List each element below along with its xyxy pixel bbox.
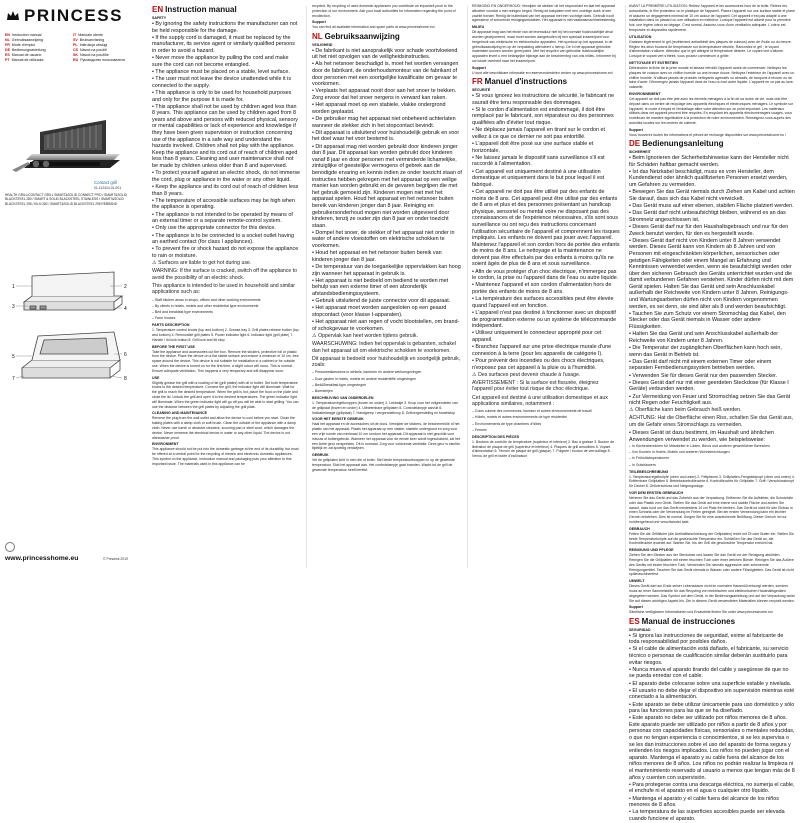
list-item: • Dit apparaat is uitsluitend voor huishoudelijk gebruik en voor het doel waar het voor bestemd is.: [312, 130, 462, 143]
safety-list: [152, 21, 300, 260]
hot-surface-icon: ⚠: [472, 371, 477, 378]
list-item: • Het apparaat moet op een stabiele, vlakke ondergrond worden geplaatst.: [312, 102, 462, 115]
svg-text:6: 6: [124, 352, 127, 358]
list-item: • La température des surfaces accessibles peut être élevée quand l'appareil est en fonction.: [472, 296, 620, 309]
svg-text:2: 2: [124, 284, 127, 290]
list-item: • Dieses Gerät darf nicht von Kindern unter 8 Jahren verwendet werden. Dieses Gerät kann von Kindern ab 8 Jahren und von Personen mit eingeschränkten körperlichen, sensorischen oder geistigen Fähigkeiten oder einem Mangel an Erfahrung und Kenntnissen verwendet werden, wenn sie beaufsichtigt werden oder über den sicheren Gebrauch des Geräts unterrichtet wurden und die damit verbundenen Gefahren verstehen. Kinder dürfen nicht mit dem Gerät spielen. Halten Sie das Gerät und sein Anschlusskabel außerhalb der Reichweite von Kindern unter 8 Jahren. Reinigungs- und Wartungsarbeiten dürfen nicht von Kindern vorgenommen werden, es sei denn, sie sind älter als 8 und werden beaufsichtigt.: [629, 238, 795, 311]
list-item: • Verwenden Sie für dieses Gerät nur den passenden Stecker.: [629, 373, 795, 380]
section-heading-fr: FR Manuel d'instructions: [472, 77, 568, 87]
household-use-list: [312, 370, 462, 394]
cleaning-text: REINIGING EN ONDERHOUD: Verwijder de stekker uit het stopcontact en laat het apparaat afkoelen voordat u met reinigen begint. Reinig de bakplaten met een vochtige doek of een zachte borstel. Reinig de buitenkant van het apparaat met een vochtige doek. Gebruik nooit agressieve of schurende reinigingsmiddelen. Het apparaat is niet vaatwasmachinebestendig.: [472, 4, 616, 23]
list-item: • Never move the appliance by pulling the cord and make sure the cord can not become entangled.: [152, 55, 300, 68]
list-item: • The user must not leave the device unattended while it is connected to the supply.: [152, 76, 300, 89]
list-item: • Bewegen Sie das Gerät niemals durch Ziehen am Kabel und achten Sie darauf, dass sich das Kabel nicht verwickelt.: [629, 189, 795, 202]
household-use-list: [472, 409, 620, 433]
parts-diagram: [10, 268, 132, 396]
list-item: • Pour prévenir des incendies ou des chocs électriques, n'exposez pas cet appareil à la pluie ou à l'humidité.: [472, 358, 620, 371]
list-item: • Only use the appropriate connector for this device.: [152, 225, 300, 232]
list-item: • Het apparaat moet worden aangesloten op een geaard stopcontact (voor klasse I-apparaten).: [312, 305, 462, 318]
cleaning-text: Remove the plug from the wall outlet and allow the device to cool before you start. Clean the baking plates with a damp cloth or soft brush. Clean the outside of the appliance with a damp cloth. Never use harsh or abrasive cleaners, scouring pad or steel wool, which damages the device. Never immerse the electrical device in water or any other liquid. The device is not dishwasher proof.: [152, 416, 296, 440]
parts-heading: TEILEBESCHREIBUNG: [629, 469, 669, 474]
list-item: • Afin de vous protéger d'un choc électrique, n'immergez pas le cordon, la prise ou l'appareil dans de l'eau ou autre liquide.: [472, 269, 620, 282]
column-divider: [306, 6, 307, 568]
list-item: • The appliance must be placed on a stable, level surface.: [152, 69, 300, 76]
list-item: • This appliance is only to be used for household purposes and only for the purpose it is made for.: [152, 90, 300, 103]
hot-surface-icon: ⚠: [312, 332, 317, 339]
parts-text: 1. Boutons de contrôle de température (supérieur et inférieur) 2. Bac à graisse 3. Bouton de libération de plaque de grill (supérieur et inférieur) 4. Plaques de grill amovibles 5. Voyant d'alimentation 6. Témoin de plaque de grill (plaque) 7. Poignée / bouton de verrouillage 8. Verrou de grill et butée d'inclinaison: [472, 439, 615, 459]
list-item: • Ne laissez jamais le dispositif sans surveillance s'il est raccordé à l'alimentation.: [472, 155, 620, 168]
list-item: – By clients in hotels, motels and other residential type environments: [152, 304, 300, 309]
list-item: – In Frühstückspensionen: [629, 456, 795, 461]
support-heading: Support: [312, 20, 326, 25]
list-item: • Houd het apparaat en het netsnoer buiten bereik van kinderen jonger dan 8 jaar.: [312, 250, 462, 263]
use-heading: GEBRAUCH: [629, 526, 650, 531]
language-list: [5, 33, 141, 63]
hot-surface-warning: ⚠ Surfaces are liable to get hot during use.: [152, 260, 252, 267]
support-text: Sämtliche verfügbaren Informationen und Ersatzteile finden Sie unter www.princesshome.eu!: [629, 610, 773, 615]
household-use-text: This appliance is intended to be used in household and similar applications such as:: [152, 282, 296, 296]
cover-panel: [0, 0, 144, 575]
support-heading: Support: [629, 127, 643, 132]
footer-website[interactable]: www.princesshome.eu: [5, 555, 79, 562]
list-item: • Branchez l'appareil sur une prise électrique murale d'une connexion à la terre (pour les appareils de catégorie I).: [472, 344, 620, 357]
list-item: – Door gasten in hotels, motels en andere residentiële omgevingen: [312, 377, 462, 382]
list-item: • Das Gerät darf nicht mit einem externen Timer oder einem separaten Fernbedienungssystem betrieben werden.: [629, 359, 795, 372]
language-entry: SV Bruksanvisning: [73, 38, 105, 42]
list-item: • Si el cable de alimentación está dañado, el fabricante, su servicio técnico o personas de cualificación similar deberán sustituirlo para evitar riesgos.: [629, 646, 795, 666]
column-divider: [467, 6, 468, 568]
list-item: – Boerderijen: [312, 389, 462, 394]
use-text: Vet de grillplaten licht in met olie of boter. Stel beide temperatuurknoppen in op de gewenste temperatuur. Sluit het apparaat aan. Het controlelampje gaat branden. Wacht tot de grill de gewenste temperatuur heeft bereikt.: [312, 458, 455, 472]
model-list: HEALTH GRILL/CONTACT GRILL SMART&SOLID CONNECT PRO / SMART&SOLID BLACKSTEEL 280 / SMART & SOLID BLACKSTEEL STAINLESS / SMART&SOLID BLACKSTEEL 295 / KILN 280 / SMART&SOLID BLACKSTEEL 295 REBRAND: [5, 193, 127, 206]
contact-grill-image: [10, 110, 128, 182]
list-item: • Nunca mueva el aparato tirando del cable y asegúrese de que no se pueda enredar con el cable.: [629, 667, 795, 680]
product-id: 01.112414.01.001: [94, 186, 122, 190]
cleaning-text: Ziehen Sie den Stecker aus der Steckdose und lassen Sie das Gerät vor der Reinigung abkühlen. Reinigen Sie die Grillplatten mit einem feuchten Tuch oder einer weichen Bürste. Reinigen Sie das Äußere des Geräts mit einem feuchten Tuch. Verwenden Sie niemals aggressive oder scheuernde Reinigungsmittel. Tauchen Sie das Gerät niemals in Wasser oder andere Flüssigkeiten. Das Gerät ist nicht spülmaschinenfest.: [629, 553, 794, 577]
list-item: • Si le cordon d'alimentation est endommagé, il doit être remplacé par le fabricant, son réparateur ou des personnes qualifiées afin d'éviter tout risque.: [472, 107, 620, 127]
hot-surface-warning: ⚠ Oppervlak kan heet worden tijdens gebruik.: [312, 332, 418, 339]
language-entry: FR Mode d'emploi: [5, 43, 36, 47]
list-item: • Ne déplacez jamais l'appareil en tirant sur le cordon et veillez à ce que ce dernier ne soit pas entortillé.: [472, 127, 620, 140]
list-item: – Staff kitchen areas in shops, offices and other working environments: [152, 298, 300, 303]
before-use-text: AVANT LA PREMIÈRE UTILISATION: Retirez l'appareil et les accessoires hors de la boîte. Retirez les autocollants, le film protecteur ou le plastique de l'appareil. Placez l'appareil sur une surface stable et plane et assurez un dégagement minimal de 10 cm autour de l'appareil. Cet appareil n'est pas adapté à une installation dans un placard ou une utilisation en extérieur. Lorsque l'appareil est allumé pour la première fois, une légère odeur se dégage. C'est normal. Assurez-vous d'une ventilation adéquate. L'odeur est temporaire et disparaîtra rapidement.: [629, 4, 795, 32]
list-item: – In Küchenbereichen für Mitarbeiter in Läden, Büros und anderen gewerblichen Bereichen: [629, 444, 795, 449]
environment-text: Dieses Gerät darf am Ende seiner Lebensdauer nicht im normalen Hausmüll entsorgt werden, sondern muss an einer Sammelstelle für das Recycling von elektrischen und elektronischen Haushaltsgeräten abgegeben werden. Das Symbol auf dem Gerät, in der Bedienungsanleitung und auf der Verpackung weist Sie auf diesen wichtigen Aspekt hin. Die in diesem Gerät verwendeten Materialien können recycelt werden.: [629, 584, 795, 603]
environment-heading: ENVIRONNEMENT: [629, 91, 661, 96]
parts-heading: BESCHRIJVING VAN ONDERDELEN: [312, 396, 374, 401]
safety-list: [629, 633, 795, 823]
support-heading: Support: [629, 605, 643, 610]
list-item: – Bed and breakfast type environments: [152, 310, 300, 315]
support-text: U kunt alle beschikbare informatie en reserveonderdelen vinden op www.princesshome.eu!: [472, 70, 613, 75]
safety-heading: SAFETY: [152, 16, 167, 20]
parts-heading: PARTS DESCRIPTION: [152, 323, 190, 328]
hot-surface-warning: ⚠ Oberfläche kann beim Gebrauch heiß werden.: [629, 407, 742, 414]
crack-warning: AVERTISSEMENT : Si la surface est fissurée, éteignez l'appareil pour éviter tout risque de choc électrique.: [472, 379, 599, 393]
list-item: – Hôtels, motels et autres environnements de type résidentiel: [472, 415, 620, 420]
list-item: • Este aparato se debe utilizar únicamente para uso doméstico y sólo para las funciones para las que se ha diseñado.: [629, 702, 795, 715]
list-item: • The temperature of accessible surfaces may be high when the appliance is operating.: [152, 198, 300, 211]
safety-heading: SÉCURITÉ: [472, 88, 491, 93]
safety-list: [629, 155, 795, 407]
list-item: • Das Gerät muss auf einer ebenen, stabilen Fläche platziert werden.: [629, 203, 795, 210]
list-item: • L'appareil doit être posé sur une surface stable et horizontale.: [472, 141, 620, 154]
crown-icon: [6, 9, 20, 23]
list-item: • El usuario no debe dejar el dispositivo sin supervisión mientras esté conectado a la alimentación.: [629, 688, 795, 701]
list-item: – Farm houses: [152, 316, 300, 321]
list-item: • La temperatura de las superficies accesibles puede ser elevada cuando funcione el aparato.: [629, 809, 795, 822]
language-entry: NL Gebruiksaanwijzing: [5, 38, 43, 42]
safety-list: [472, 93, 620, 371]
list-item: • Si ignora las instrucciones de seguridad, exime al fabricante de toda responsabilidad por posibles daños.: [629, 633, 795, 646]
footer-copyright: © Princess 2019: [103, 557, 128, 561]
list-item: • If the supply cord is damaged, it must be replaced by the manufacturer, its service agent or similarly qualified persons in order to avoid a hazard.: [152, 35, 300, 55]
cleaning-heading: NETTOYAGE ET ENTRETIEN: [629, 60, 678, 65]
list-item: – Bed&Breakfast-type omgevingen: [312, 383, 462, 388]
household-use-list: [152, 298, 300, 322]
language-entry: EN Instruction manual: [5, 33, 42, 37]
safety-heading: SEGURIDAD: [629, 627, 651, 632]
svg-text:5: 5: [12, 354, 15, 360]
environment-heading: MILIEU: [472, 25, 485, 30]
list-item: – Environnements de type chambres d'hôtes: [472, 422, 620, 427]
list-item: – Von Kunden in Hotels, Motels und anderen Wohneinrichtungen: [629, 450, 795, 455]
svg-text:3: 3: [12, 304, 15, 310]
safety-heading: VEILIGHEID: [312, 42, 333, 47]
use-heading: GEBRUIK: [312, 453, 329, 458]
list-item: – Fermes: [472, 428, 620, 433]
list-item: • To prevent fire or shock hazard do not expose the appliance to rain or moisture.: [152, 246, 300, 259]
list-item: • Maintenez l'appareil et son cordon d'alimentation hors de portée des enfants de moins de 8 ans.: [472, 282, 620, 295]
list-item: • Utilisez uniquement le connecteur approprié pour cet appareil.: [472, 330, 620, 343]
safety-heading: SICHERHEIT: [629, 150, 651, 155]
svg-text:7: 7: [12, 376, 15, 382]
list-item: • Dit apparaat mag niet worden gebruikt door kinderen jonger dan 8 jaar. Dit apparaat kan worden gebruikt door kinderen vanaf 8 jaar en door personen met verminderde lichamelijke, zintuiglijke of geestelijke vermogens of gebrek aan de benodigde ervaring en kennis indien ze onder toezicht staan of instructies hebben gekregen met het apparaat op een veilige manier kan worden gebruikt en de gevaren begrijpen die met het gebruik gemoeid zijn. Kinderen mogen niet met het apparaat spelen. Houd het apparaat en het netsnoer buiten bereik van kinderen jonger dan 8 jaar. Reiniging en gebruikersonderhoud mogen niet worden uitgevoerd door kinderen, tenzij ze ouder zijn dan 8 jaar en onder toezicht staan.: [312, 144, 462, 230]
before-use-text: Haal het apparaat en de accessoires uit de doos. Verwijder de stickers, de beschermfolie of het plastic van het apparaat. Plaats het apparaat op een vlakke, stabiele ondergrond en zorg voor een vrije ruimte van minimaal 10 cm rondom het apparaat. Dit apparaat is niet geschikt voor inbouw of buitengebruik. Wanneer het apparaat voor de eerste keer wordt ingeschakeld, zal het een lichte geur verspreiden. Dit is normaal. Zorg voor voldoende ventilatie. Deze geur is slechts tijdelijk en zal spoedig verdwijnen.: [312, 422, 460, 451]
list-item: • Beim Ignorieren der Sicherheitshinweise kann der Hersteller nicht für Schäden haftbar gemacht werden.: [629, 155, 795, 168]
list-item: • Si vous ignorez les instructions de sécurité, le fabricant ne saurait être tenu responsable des dommages.: [472, 93, 620, 106]
cleaning-heading: REINIGUNG UND PFLEGE: [629, 548, 674, 553]
environment-text: This appliance should not be put into the domestic garbage at the end of its durability, but must be offered at a central point for the recycling of electric and electronic domestic appliances. This symbol on the appliance, instruction manual and packaging puts your attention to this important issue. The materials used in this appliance can be: [152, 447, 299, 466]
list-item: • Tauchen Sie zum Schutz vor einem Stromschlag das Kabel, den Stecker oder das Gerät niemals in Wasser oder andere Flüssigkeiten.: [629, 311, 795, 331]
list-item: • Para protegerse contra una descarga eléctrica, no sumerja el cable, el enchufe ni el aparato en el agua o cualquier otro líquido.: [629, 782, 795, 795]
parts-heading: DESCRIPTION DES PIÈCES: [472, 434, 520, 439]
list-item: • This appliance shall not be used by children aged less than 8 years. This appliance can be used by children aged from 8 years and above and persons with reduced physical, sensory or mental capabilities or lack of experience and knowledge if they have been given supervision or instruction concerning use of the appliance in a safe way and understand the hazards involved. Children shall not play with the appliance. Keep the appliance and its cord out of reach of children aged less than 8 years. Cleaning and user maintenance shall not be made by children unless older than 8 and supervised.: [152, 104, 300, 170]
language-entry: RU Руководство пользователя: [73, 58, 125, 62]
support-text: Vous trouverez toutes les informations et pièces de rechange disponibles sur www.princesshome.eu !: [629, 132, 787, 137]
list-item: • Halten Sie das Gerät und sein Anschlusskabel außerhalb der Reichweite von Kindern unter 8 Jahren.: [629, 331, 795, 344]
list-item: • De fabrikant is niet aansprakelijk voor schade voortvloeiend uit het niet opvolgen van de veiligheidsinstructies.: [312, 48, 462, 61]
section-heading-nl: NL Gebruiksaanwijzing: [312, 31, 400, 41]
list-item: • To protect yourself against an electric shock, do not immerse the cord, plug or appliance in the water or any other liquid.: [152, 170, 300, 183]
list-item: • Cet appareil est uniquement destiné à une utilisation domestique et uniquement dans le but pour lequel il est fabriqué.: [472, 169, 620, 189]
list-item: • L'appareil n'est pas destiné à fonctionner avec un dispositif de programmation externe ou un système de télécommande indépendant.: [472, 310, 620, 330]
list-item: • Verplaats het apparaat nooit door aan het snoer te trekken. Zorg ervoor dat het snoer nergens in verward kan raken.: [312, 88, 462, 101]
hot-surface-icon: ⚠: [152, 260, 157, 267]
language-entry: IT Manuale utente: [73, 33, 103, 37]
safety-list: [312, 48, 462, 333]
svg-text:4: 4: [124, 306, 127, 312]
list-item: • Dieses Gerät ist dazu bestimmt, im Haushalt und ähnlichen Anwendungen verwendet zu werden, wie beispielsweise:: [629, 430, 795, 443]
household-use-text: Dit apparaat is bedoeld voor huishoudelijk en soortgelijk gebruik, zoals:: [312, 355, 461, 369]
environment-text: Dit apparaat mag aan het einde van de levensduur niet bij het normale huishoudelijke afval worden gedeponeerd, maar moet worden aangeboden bij een speciaal inzamelpunt voor hergebruik van elektrische en elektronische apparaten. Het symbool op het apparaat, in de gebruiksaanwijzing en op de verpakking attendeert u hierop. De in het apparaat gebruikte materialen kunnen worden gerecycled. Met het recyclen van gebruikte huishoudelijke apparaten levert u een belangrijke bijdrage aan de bescherming van ons milieu. Informeer bij uw lokale overheid naar het inzamelpunt.: [472, 30, 616, 63]
list-item: • Das Gerät darf nicht unbeaufsichtigt bleiben, während es an das Stromnetz angeschlossen ist.: [629, 210, 795, 223]
list-item: • By ignoring the safety instructions the manufacturer can not be held responsible for the damage.: [152, 21, 300, 34]
language-entry: DE Bedienungsanleitung: [5, 48, 46, 52]
household-use-list: [629, 444, 795, 468]
before-use-heading: VOR DEM ERSTEN GEBRAUCH: [629, 490, 684, 495]
use-heading: UTILISATION: [629, 34, 652, 39]
column-divider: [625, 6, 626, 568]
list-item: • Este aparato no debe ser utilizado por niños menores de 8 años. Este aparato puede ser utilizado por niños a partir de 8 años y por personas con capacidades físicas, sensoriales o mentales reducidas, o que no tengan experiencia o conocimientos, si se les supervisa o se les dan instrucciones sobre el uso del aparato de forma segura y entienden los riesgos implicados. Los niños no pueden jugar con el aparato. Mantenga el aparato y su cable fuera del alcance de los niños menores de 8 años. Los niños no podrán realizar la limpieza ni el mantenimiento reservado al usuario a menos que tengan más de 8 años y cuenten con supervisión.: [629, 715, 795, 781]
list-item: • Zur Vermeidung von Feuer und Stromschlag setzen Sie das Gerät nicht Regen oder Feuchtigkeit aus.: [629, 394, 795, 407]
hot-surface-warning: ⚠ Des surfaces peut devenir chaude à l'usage.: [472, 371, 581, 378]
support-heading: Support: [472, 65, 486, 70]
section-heading-es: ES Manual de instrucciones: [629, 616, 736, 626]
section-heading-en: EN Instruction manual: [152, 5, 237, 14]
list-item: • Ist das Netzkabel beschädigt, muss es vom Hersteller, dem Kundendienst oder ähnlich qualifizierten Personen ersetzt werden, um Gefahren zu vermeiden.: [629, 169, 795, 189]
language-entry: ES Manual de usuario: [5, 53, 42, 57]
brand-name: PRINCESS: [24, 6, 123, 25]
list-item: • The appliance is to be connected to a socket outlet having an earthed contact (for class I appliances).: [152, 233, 300, 246]
hot-surface-icon: ⚠: [629, 407, 634, 414]
list-item: • El aparato debe colocarse sobre una superficie estable y nivelada.: [629, 681, 795, 688]
environment-heading: UMWELT: [629, 579, 645, 584]
language-entry: PT Manual de utilizador: [5, 58, 44, 62]
language-entry: CS Návod na použití: [73, 48, 107, 52]
list-item: – Personeelskeukens in winkels, kantoren en andere werkomgevingen: [312, 370, 462, 375]
list-item: • De temperatuur van de toegankelijke oppervlakken kan hoog zijn wanneer het apparaat in gebruik is.: [312, 264, 462, 277]
crack-warning: ACHTUNG: Hat die Oberfläche einen Riss, schalten Sie das Gerät aus, um die Gefahr eines Stromschlags zu vermeiden.: [629, 415, 794, 428]
list-item: • Cet appareil ne doit pas être utilisé par des enfants de moins de 8 ans. Cet appareil peut être utilisé par des enfants de 8 ans et plus et des personnes présentant un handicap physique, sensoriel ou mental voire ne disposant pas des connaissances et de l'expérience nécessaires, s'ils sont sous surveillance ou ont reçu des instructions concernant l'utilisation sécuritaire de l'appareil et comprennent les risques impliqués. Les enfants ne doivent pas jouer avec l'appareil. Maintenez l'appareil et son cordon hors de portée des enfants de moins de 8 ans. Le nettoyage et la maintenance ne doivent pas être effectués par des enfants à moins qu'ils ne soient âgés de plus de 8 ans et sous surveillance.: [472, 189, 620, 268]
use-text: Graissez légèrement le gril (revêtement antiadhésif des plaques de cuisson) avec de l'huile ou du beurre. Réglez les deux boutons de température sur la température désirée. Raccordez le gril ; le voyant d'alimentation s'allume. Attendez que le gril atteigne la température désirée. Le voyant vert s'allume. Lorsque le voyant vert s'éteint, vous pouvez commencer à griller.: [629, 39, 792, 59]
before-use-text: Nehmen Sie das Gerät und das Zubehör aus der Verpackung. Entfernen Sie die Aufkleber, die Schutzfolie oder das Plastik vom Gerät. Stellen Sie das Gerät auf eine ebene und stabile Fläche und achten Sie darauf, dass rund um das Gerät mindestens 10 cm Platz frei bleiben. Das Gerät ist nicht für den Einbau in einen Schrank oder die Verwendung im Freien geeignet. Bei der ersten Verwendung kann ein leichter Geruch entstehen. Dies ist normal. Sorgen Sie für eine ausreichende Belüftung. Dieser Geruch ist nur vorübergehend und verschwindet bald.: [629, 495, 794, 524]
use-heading: USE: [152, 375, 160, 380]
list-item: • Als het netsnoer beschadigd is, moet het worden vervangen door de fabrikant, de onderhoudsmonteur van de fabrikant of door personen met een soortgelijke kwalificatie om gevaar te voorkomen.: [312, 61, 462, 87]
language-row: [5, 58, 141, 63]
crack-warning: WARNING: If the surface is cracked, switch off the appliance to avoid the possibility of an electric shock.: [152, 268, 298, 281]
brand-logo: [6, 6, 123, 26]
crack-warning: WAARSCHUWING: Indien het oppervlak is gebarsten, schakel dan het apparaat uit om elektrische schokken te voorkomen.: [312, 341, 456, 354]
column-en: [152, 4, 300, 571]
before-use-heading: BEFORE THE FIRST USE: [152, 344, 195, 349]
list-item: • Dieses Gerät darf nur mit einer geerdeten Steckdose (für Klasse I Geräte) verbunden werden.: [629, 380, 795, 393]
list-item: – Coins cuisine des commerces, bureaux et autres environnements de travail: [472, 409, 620, 414]
list-item: • Dompel het snoer, de stekker of het apparaat niet onder in water of andere vloeistoffen om elektrische schokken te voorkomen.: [312, 230, 462, 250]
parts-text: 1. Temperaturregelknöpfe (oben und unten) 2. Fettpfanne 3. Grillplatten-Freigabeknopf (oben und unten) 4. Entfernbare Grillplatten 5. Betriebskontrollleuchte 6. Kontrollleuchte für Grillplatte 7. Griff / Verschlussknopf für Deckel 8. Grillverschluss und Neigungsstopp: [629, 474, 795, 489]
household-use-text: Cet appareil est destiné à une utilisation domestique et aux applications similaires, notamment :: [472, 394, 608, 408]
list-item: • Gebruik uitsluitend de juiste connector voor dit apparaat.: [312, 298, 462, 305]
list-item: • Dieses Gerät darf nur für den Haushaltsgebrauch und nur für den Zweck benutzt werden, für den es hergestellt wurde.: [629, 224, 795, 237]
list-item: • Die Temperatur der zugänglichen Oberflächen kann hoch sein, wenn das Gerät in Betrieb ist.: [629, 345, 795, 358]
column-de-es: [629, 4, 795, 822]
before-use-text: Take the appliance and accessories out the box. Remove the stickers, protective foil or plastic from the device. Place the device on a flat stable surface and ensure a minimum of 10 cm. free space around the device. This device is not suitable for installation in a cabinet or for outside use. When the device is turned on for the first time, a slight odour will occur. This is normal. Ensure adequate ventilation. This happens a very temporary and will disappear soon.: [152, 349, 299, 373]
cleaning-text: Débranchez la fiche de la prise murale et laissez refroidir l'appareil avant de commencer. Nettoyez les plaques de cuisson avec un chiffon humide ou une brosse douce. Nettoyez l'extérieur de l'appareil avec un chiffon humide. N'utilisez jamais de produits nettoyants agressifs ou abrasifs, de tampons à récurer ou de laine d'acier. N'immergez jamais l'appareil dans de l'eau ou tout autre liquide. L'appareil ne va pas au lave-vaisselle.: [629, 65, 795, 90]
list-item: • The appliance is not intended to be operated by means of an external timer or a separate remote-control system.: [152, 212, 300, 225]
recycle-icon: [5, 542, 15, 552]
parts-text: 1. Temperatuurregelknoppen (boven en onder) 2. Lekbakje 3. Knop voor het ontgrendelen van de grillplaat (boven en onder) 4. Uitneembare grillplaten 5. Controlelampje aan/uit 6. Indicatielampje (grillplaat) 7. Handgreep / vergrendelknop 8. Grillvergrendeling en kantelstop: [312, 401, 458, 415]
list-item: • Het apparaat niet aan regen of vocht blootstellen, om brand- of schokgevaar te voorkomen.: [312, 319, 462, 332]
list-item: – In Gutshäusern: [629, 463, 795, 468]
list-item: • Het apparaat is niet bedoeld om bediend te worden met behulp van een externe timer of een afzonderlijk afstandsbedieningssysteem.: [312, 278, 462, 298]
before-use-heading: VOOR HET EERSTE GEBRUIK: [312, 417, 364, 422]
environment-text: Cet appareil ne doit pas être jeté avec les déchets ménagers à la fin de sa durée de vie, mais doit être déposé dans un centre de recyclage des appareils électriques et électroniques ménagers. Le symbole sur l'appareil, le mode d'emploi et l'emballage attire votre attention sur ce point important. Les matériaux utilisés dans cet appareil peuvent être recyclés. En recyclant les appareils électroménagers usagés, vous contribuez de manière significative à la protection de notre environnement. Renseignez-vous auprès des autorités locales sur les centres de collecte.: [629, 96, 794, 125]
list-item: • Mantenga el aparato y el cable fuera del alcance de los niños menores de 8 años.: [629, 796, 795, 809]
column-fr: [472, 4, 620, 571]
product-name: Contact grill: [94, 180, 118, 185]
support-text: You can find all available information and spare parts at www.princesshome.eu!: [312, 25, 435, 30]
household-use-text: [629, 430, 795, 443]
list-item: • Keep the appliance and its cord out of reach of children less than 8 years.: [152, 184, 300, 197]
svg-text:1: 1: [12, 284, 15, 290]
language-entry: SK Návod na použitie: [73, 53, 109, 57]
environment-heading: ENVIRONMENT: [152, 442, 179, 447]
use-text: Fetten Sie die Grillfläche (die Antihaftbeschichtung der Grillplatten) leicht mit Öl oder Butter ein. Stellen Sie beide Temperaturknöpfe auf die gewünschte Temperatur ein. Schließen Sie das Gerät an, die Kontrollleuchte leuchtet auf. Warten Sie, bis der Grill die gewünschte Temperatur erreicht hat.: [629, 531, 794, 546]
language-entry: PL Instrukcja obsługi: [73, 43, 108, 47]
parts-text: 1. Temperature control knobs (top and bottom) 2. Grease tray 3. Grill plates release button (top and bottom) 4. Removable grill plates 5. Power indicator light 6. Indicator light (grill plate) 7. Handle / lid lock button 8. Grill lock and tilt stop: [152, 328, 299, 342]
svg-text:8: 8: [124, 376, 127, 382]
list-item: • De gebruiker mag het apparaat niet onbeheerd achterlaten wanneer de stekker zich in het stopcontact bevindt.: [312, 116, 462, 129]
use-text: Slightly grease the grill with a coating of fat (grill plates) with oil or butter. Set both temperature knobs to the desired temperature. Connect the grill, the indicator light will illuminate. Wait for the grill to reach the desired temperature. When the grill is hot, place the food on the plate and close the lid. Unlock the grill and open it to the desired temperatures. The green indicator light will illuminate. When the green indicator light will go off you will be able to start grilling. You can use the distance between the grill plates by adjusting the grill plate.: [152, 380, 299, 409]
recycling-text: recycled. By recycling of used domestic appliances you contribute an important push to the protection of our environment. Ask your local authorities for information regarding the point of recollection.: [312, 4, 456, 18]
column-nl: [312, 4, 462, 571]
section-heading-de: DE Bedienungsanleitung: [629, 139, 724, 149]
cleaning-heading: CLEANING AND MAINTENANCE: [152, 411, 207, 416]
